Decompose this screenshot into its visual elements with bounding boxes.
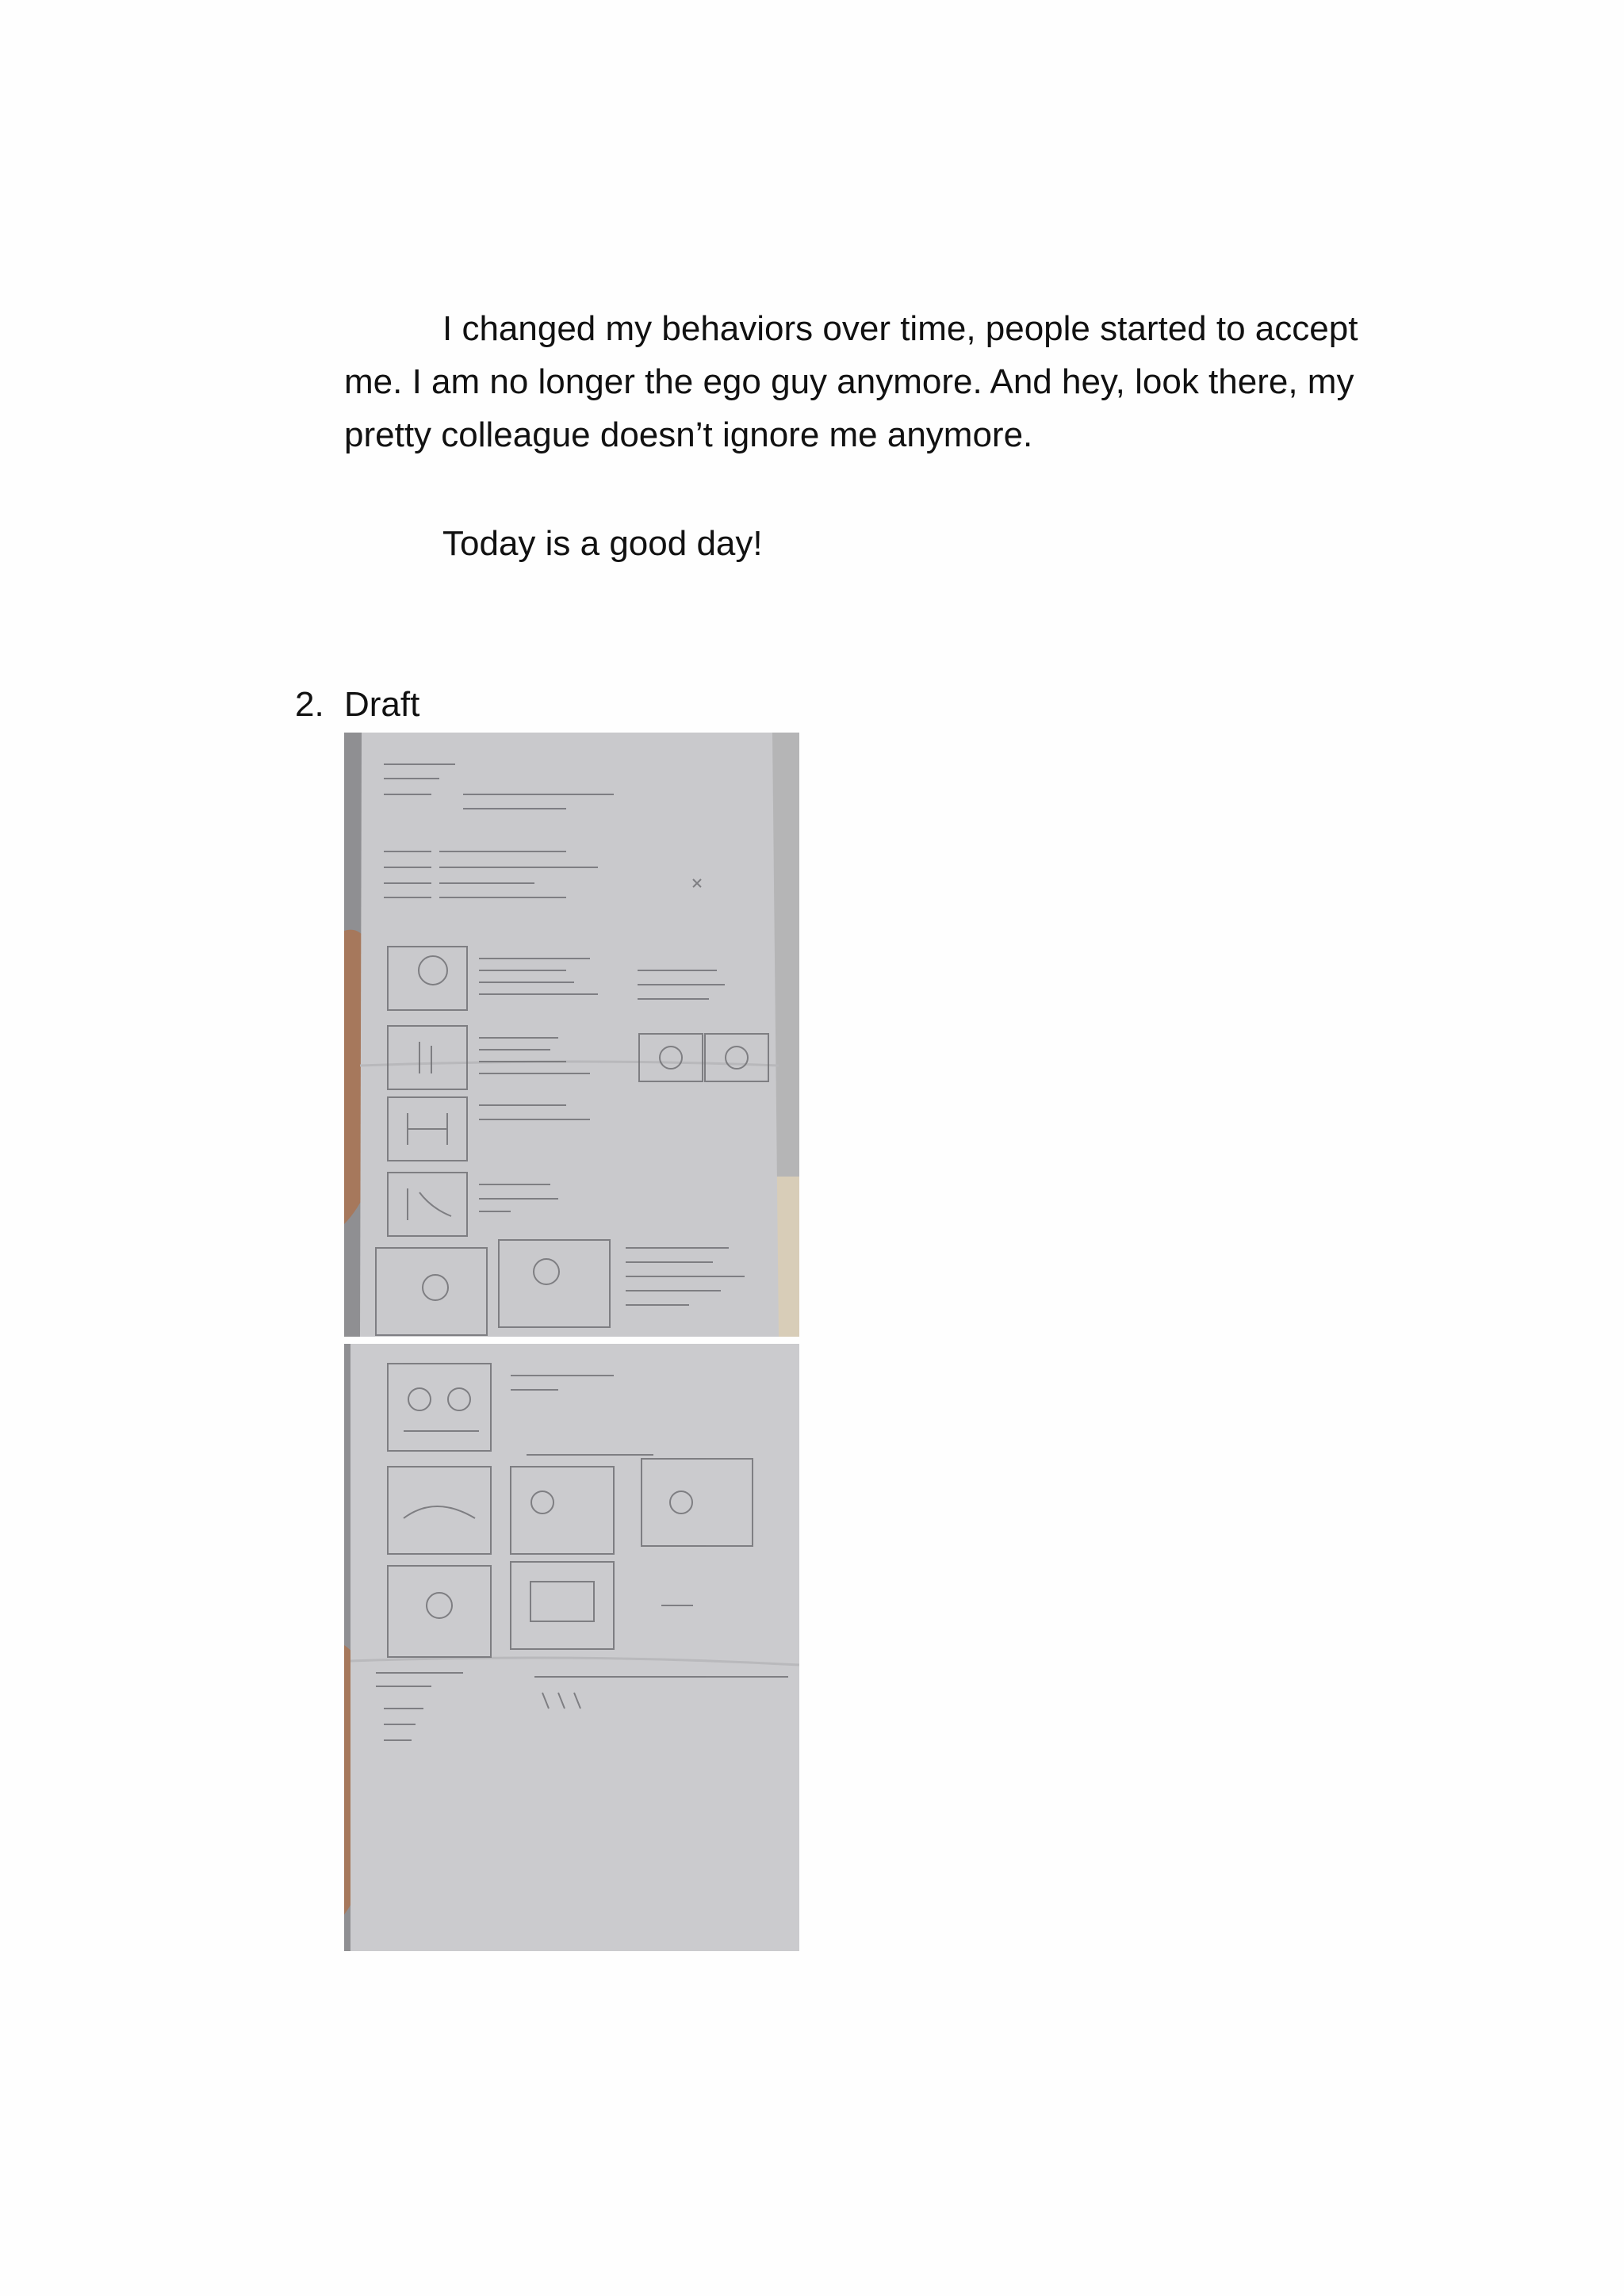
draft-photo-2 [344, 1344, 799, 1951]
draft-sketch-image-1 [344, 733, 799, 1337]
paragraph-text: I changed my behaviors over time, people started to accept me. I am no longer the ego guy anymore. And hey, look there, my pretty colleague doesn’t ignore me anymore. [344, 309, 1358, 454]
list-label: Draft [344, 685, 420, 724]
draft-sketch-image-2 [344, 1344, 799, 1951]
body-paragraph [344, 302, 1375, 461]
list-number: 2. [295, 685, 324, 724]
numbered-list-item [295, 678, 419, 731]
body-paragraph-short: Today is a good day! [442, 524, 763, 563]
draft-photo-1 [344, 733, 799, 1337]
